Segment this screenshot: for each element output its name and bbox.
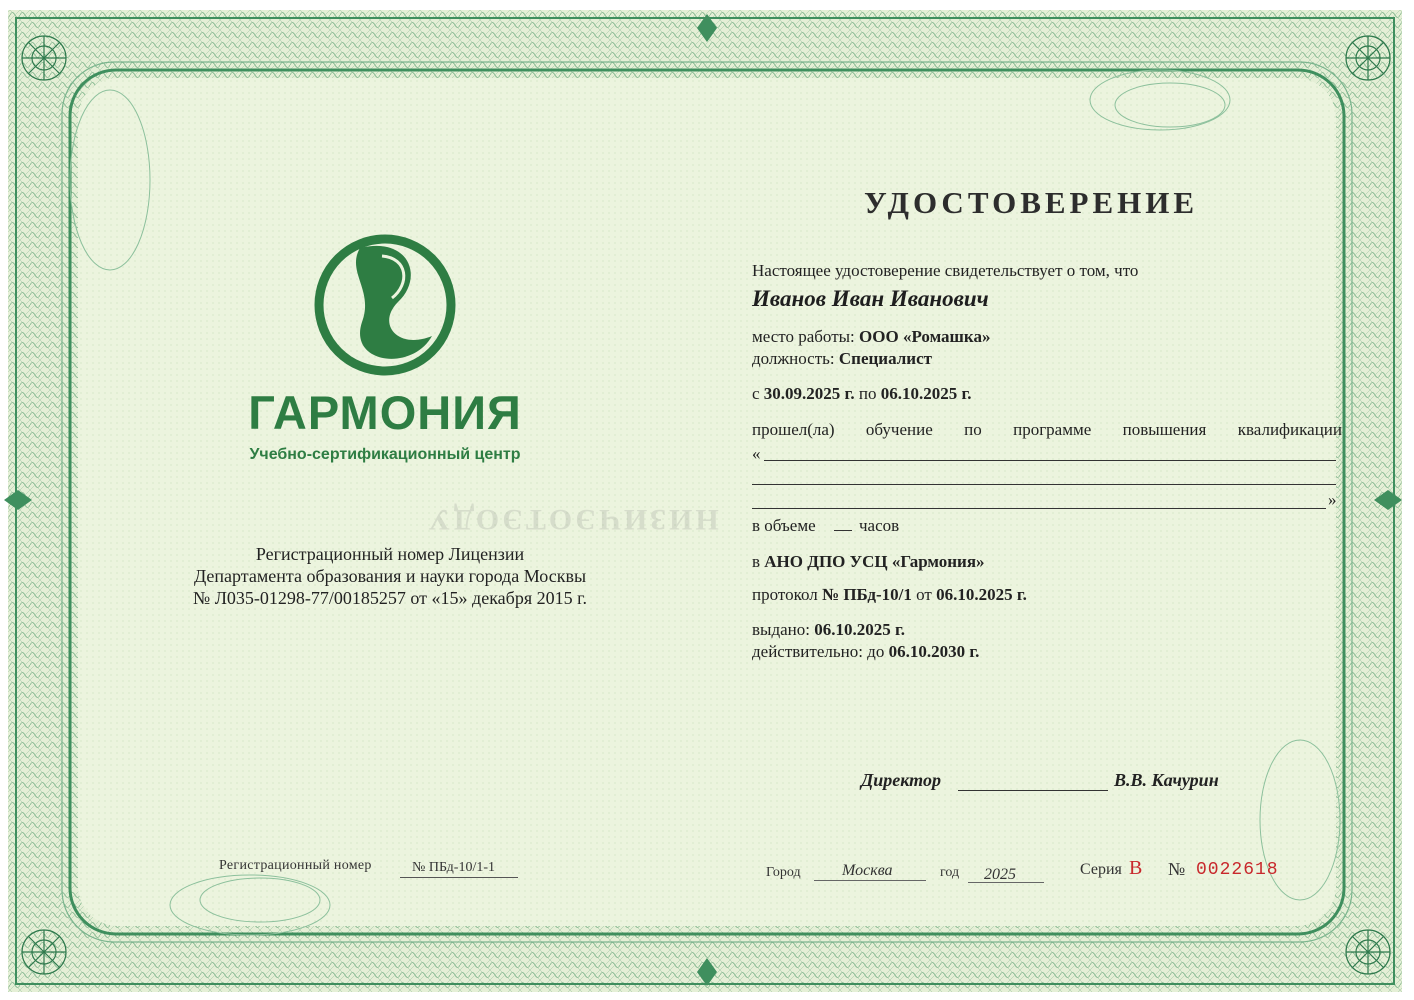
program-blank-line-2 xyxy=(752,484,1336,485)
valid-date: 06.10.2030 г. xyxy=(888,642,980,661)
number-label: № xyxy=(1168,859,1186,879)
reg-number-underline xyxy=(400,877,518,878)
volume-prefix: в объеме xyxy=(752,516,816,535)
logo-emblem-icon xyxy=(312,232,458,378)
city-value: Москва xyxy=(842,862,893,879)
document-title: УДОСТОВЕРЕНИЕ xyxy=(864,185,1199,220)
year-value: 2025 xyxy=(984,866,1016,883)
license-line-2: Департамента образования и науки города Москвы xyxy=(193,566,587,586)
protocol-date: 06.10.2025 г. xyxy=(936,585,1027,604)
license-block xyxy=(140,543,640,609)
protocol-date-label: от xyxy=(916,585,932,604)
position-label: должность: xyxy=(752,349,835,368)
organization-row xyxy=(752,552,985,572)
period-from: 30.09.2025 г. xyxy=(763,384,855,403)
series-label: Серия xyxy=(1080,861,1122,878)
valid-label: действительно: до xyxy=(752,642,885,661)
issued-label: выдано: xyxy=(752,620,810,639)
protocol-row xyxy=(752,585,1027,605)
program-blank-line-3 xyxy=(752,508,1326,509)
position-value: Специалист xyxy=(838,349,932,368)
workplace-value: ООО «Ромашка» xyxy=(859,327,991,346)
intro-text: Настоящее удостоверение свидетельствует о том, что xyxy=(752,261,1139,280)
svg-text:НИЗИЧЭОТЭОДУ: НИЗИЧЭОТЭОДУ xyxy=(425,503,719,536)
logo-subtitle: Учебно-сертификационный центр xyxy=(249,446,521,463)
issued-row xyxy=(752,620,905,640)
reg-number-value: № ПБд-10/1-1 xyxy=(412,860,495,875)
signature-role: Директор xyxy=(861,770,941,790)
logo-wordmark: ГАРМОНИЯ xyxy=(248,386,522,439)
year-underline xyxy=(968,882,1044,883)
city-underline xyxy=(814,880,926,881)
workplace-row xyxy=(752,327,990,347)
holder-name: Иванов Иван Иванович xyxy=(752,286,989,311)
period-row xyxy=(752,384,972,404)
issued-date: 06.10.2025 г. xyxy=(814,620,906,639)
series-value: В xyxy=(1129,857,1143,879)
signature-line xyxy=(958,790,1108,791)
license-line-1: Регистрационный номер Лицензии xyxy=(255,544,525,564)
city-label: Город xyxy=(766,865,801,880)
volume-suffix: часов xyxy=(859,516,900,535)
period-to-label: по xyxy=(858,384,877,403)
period-to: 06.10.2025 г. xyxy=(880,384,972,403)
program-open-quote: « xyxy=(752,444,761,463)
program-blank-line-1 xyxy=(764,460,1336,461)
valid-row xyxy=(752,642,979,662)
reg-number-label: Регистрационный номер xyxy=(219,858,372,873)
program-line: прошел(ла) обучение по программе повышения квалификации xyxy=(752,420,1342,439)
signature-name: В.В. Качурин xyxy=(1114,770,1219,790)
license-line-3: № Л035-01298-77/00185257 от «15» декабря 2015 г. xyxy=(193,588,587,608)
year-label: год xyxy=(940,865,960,880)
organization-prefix: в xyxy=(752,552,761,571)
workplace-label: место работы: xyxy=(752,327,855,346)
protocol-number: № ПБд-10/1 xyxy=(821,585,912,604)
volume-blank xyxy=(834,530,852,531)
organization-name: АНО ДПО УСЦ «Гармония» xyxy=(764,552,985,571)
program-close-quote: » xyxy=(1328,490,1337,509)
serial-number: 0022618 xyxy=(1196,860,1279,880)
protocol-label: протокол xyxy=(752,585,818,604)
period-from-label: с xyxy=(752,384,760,403)
position-row xyxy=(752,349,932,369)
